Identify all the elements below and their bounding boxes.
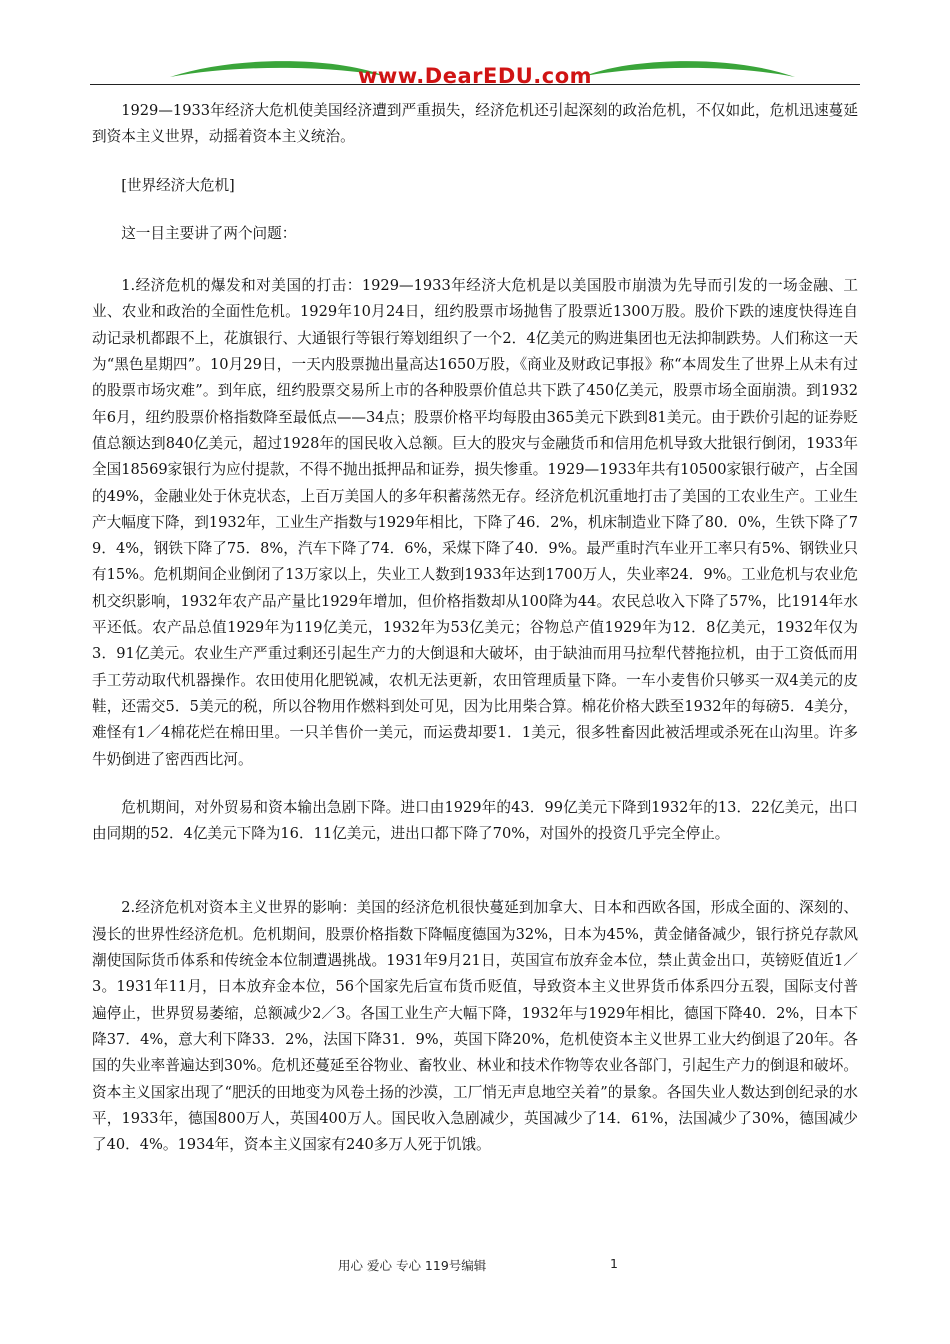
point-1-paragraph: 1.经济危机的爆发和对美国的打击：1929—1933年经济大危机是以美国股市崩溃为先导而引发的一场金融、工业、农业和政治的全面性危机。1929年10月24日，纽约股票市场抛售了股票近1300万股。股价下跌的速度快得连自动记录机都跟不上，花旗银行、大通银行等银行筹划组织了一个2．4亿美元的购进集团也无法抑制跌势。人们称这一天为“黑色星期四”。10月29日，一天内股票抛出量高达1650万股，《商业及财政记事报》称“本周发生了世界上从未有过的股票市场灾难”。到年底，纽约股票交易所上市的各种股票价值总共下跌了450亿美元，股票市场全面崩溃。到1932年6月，纽约股票价格指数降至最低点——34点；股票价格平均每股由365美元下跌到81美元。由于跌价引起的证券贬值总额达到840亿美元，超过1928年的国民收入总额。巨大的股灾与金融货币和信用危机导致大批银行倒闭，1933年全国18569家银行为应付提款，不得不抛出抵押品和证券，损失惨重。1929—1933年共有10500家银行破产，占全国的49%，金融业处于休克状态，上百万美国人的多年积蓄荡然无存。经济危机沉重地打击了美国的工农业生产。工业生产大幅度下降，到1932年，工业生产指数与1929年相比，下降了46．2%，机床制造业下降了80．0%，生铁下降了79．4%，钢铁下降了75．8%，汽车下降了74．6%，采煤下降了40．9%。最严重时汽车业开工率只有5%、钢铁业只有15%。危机期间企业倒闭了13万家以上，失业工人数到1933年达到1700万人，失业率24．9%。工业危机与农业危机交织影响，1932年农产品产量比1929年增加，但价格指数却从100降为44。农民总收入下降了57%，比1914年水平还低。农产品总值1929年为119亿美元，1932年为53亿美元；谷物总产值1929年为12．8亿美元，1932年仅为3．91亿美元。农业生产严重过剩还引起生产力的大倒退和大破坏，由于缺油而用马拉犁代替拖拉机，由于工资低而用手工劳动取代机器操作。农田使用化肥锐减，农机无法更新，农田管理质量下降。一车小麦售价只够买一双4美元的皮鞋，还需交5．5美元的税，所以谷物用作燃料到处可见，因为比用柴合算。棉花价格大跌至1932年的每磅5．4美分，难怪有1／4棉花烂在棉田里。一只羊售价一美元，而运费却要1．1美元，很多牲畜因此被活埋或杀死在山沟里。许多牛奶倒进了密西西比河。 — [92, 277, 858, 768]
section-summary: 这一目主要讲了两个问题： — [121, 224, 297, 242]
header-divider — [90, 84, 860, 85]
document-body — [92, 98, 858, 1158]
page-footer — [0, 1256, 950, 1276]
section-heading: [世界经济大危机] — [121, 176, 235, 194]
intro-paragraph: 1929—1933年经济大危机使美国经济遭到严重损失，经济危机还引起深刻的政治危机，不仅如此，危机迅速蔓延到资本主义世界，动摇着资本主义统治。 — [92, 102, 858, 146]
page-number: 1 — [610, 1256, 618, 1271]
site-header — [90, 52, 860, 92]
site-logo[interactable]: www.DearEDU.com — [357, 64, 593, 88]
point-2-paragraph: 2.经济危机对资本主义世界的影响：美国的经济危机很快蔓延到加拿大、日本和西欧各国，形成全面的、深刻的、漫长的世界性经济危机。危机期间，股票价格指数下降幅度德国为32%，日本为45%，黄金储备减少，银行挤兑存款风潮使国际货币体系和传统金本位制遭遇挑战。1931年9月21日，英国宣布放弃金本位，禁止黄金出口，英镑贬值近1／3。1931年11月，日本放弃金本位，56个国家先后宣布货币贬值，导致资本主义世界货币体系四分五裂，国际支付普遍停止，世界贸易萎缩，总额减少2／3。各国工业生产大幅下降，1932年与1929年相比，德国下降40．2%，日本下降37．4%，意大利下降33．2%，法国下降31．9%，英国下降20%，危机使资本主义世界工业大约倒退了20年。各国的失业率普遍达到30%。危机还蔓延至谷物业、畜牧业、林业和技术作物等农业各部门，引起生产力的倒退和破坏。资本主义国家出现了“肥沃的田地变为风卷土扬的沙漠，工厂悄无声息地空关着”的景象。各国失业人数达到创纪录的水平，1933年，德国800万人，英国400万人。国民收入急剧减少，英国减少了14．61%，法国减少了30%，德国减少了40．4%。1934年，资本主义国家有240多万人死于饥饿。 — [92, 899, 858, 1154]
footer-credit: 用心 爱心 专心 119号编辑 — [338, 1258, 487, 1273]
trade-paragraph: 危机期间，对外贸易和资本输出急剧下降。进口由1929年的43．99亿美元下降到1932年的13．22亿美元，出口由同期的52．4亿美元下降为16．11亿美元，进出口都下降了70%，对国外的投资几乎完全停止。 — [92, 798, 858, 843]
